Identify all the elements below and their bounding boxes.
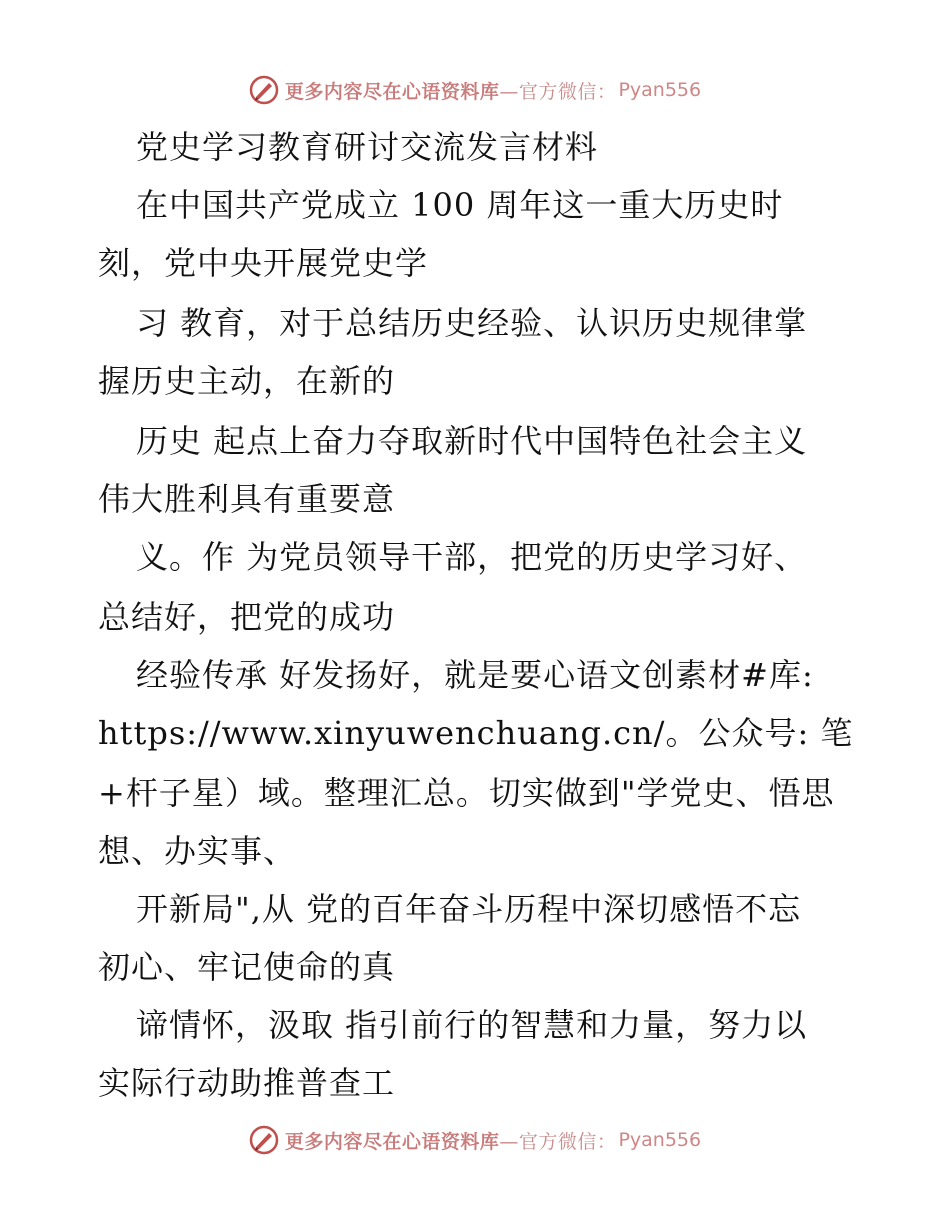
banner-wechat-id: Pyan556 <box>618 1129 702 1151</box>
paragraph-line: 总结好，把党的成功 <box>98 598 396 636</box>
paragraph-line: 在中国共产党成立 100 周年这一重大历史时 <box>136 186 784 224</box>
paragraph-line: 历史 起点上奋力夺取新时代中国特色社会主义 <box>136 422 808 460</box>
paragraph-line: https://www.xinyuwenchuang.cn/。公众号: 笔 <box>98 714 854 752</box>
footer-banner <box>0 1122 950 1158</box>
paragraph-line: 初心、牢记使命的真 <box>98 948 396 986</box>
paragraph-line: 想、办实事、 <box>98 832 297 870</box>
paragraph-line: +杆子星）域。整理汇总。切实做到"学党史、悟思 <box>98 774 835 812</box>
paragraph-line: 伟大胜利具有重要意 <box>98 480 396 518</box>
paragraph-line: 谛情怀，汲取 指引前行的智慧和力量，努力以 <box>136 1006 808 1044</box>
banner-suffix-text: —官方微信： <box>499 1130 617 1153</box>
paragraph-line: 经验传承 好发扬好，就是要心语文创素材#库: <box>136 656 814 694</box>
banner-prefix-text: 更多内容尽在心语资料库 <box>284 1130 500 1153</box>
paragraph-line: 义。作 为党员领导干部，把党的历史学习好、 <box>136 538 808 576</box>
paragraph-line: 习 教育，对于总结历史经验、认识历史规律掌 <box>136 304 808 342</box>
header-banner <box>0 72 950 108</box>
pen-logo-icon <box>249 1125 279 1155</box>
banner-suffix-text: —官方微信： <box>499 80 617 103</box>
paragraph-line: 开新局",从 党的百年奋斗历程中深切感悟不忘 <box>136 890 802 928</box>
document-title: 党史学习教育研讨交流发言材料 <box>136 128 599 166</box>
paragraph-line: 刻，党中央开展党史学 <box>98 244 429 282</box>
pen-logo-icon <box>249 75 279 105</box>
paragraph-line: 握历史主动，在新的 <box>98 362 396 400</box>
banner-prefix-text: 更多内容尽在心语资料库 <box>284 80 500 103</box>
banner-wechat-id: Pyan556 <box>618 79 702 101</box>
paragraph-line: 实际行动助推普查工 <box>98 1064 396 1102</box>
